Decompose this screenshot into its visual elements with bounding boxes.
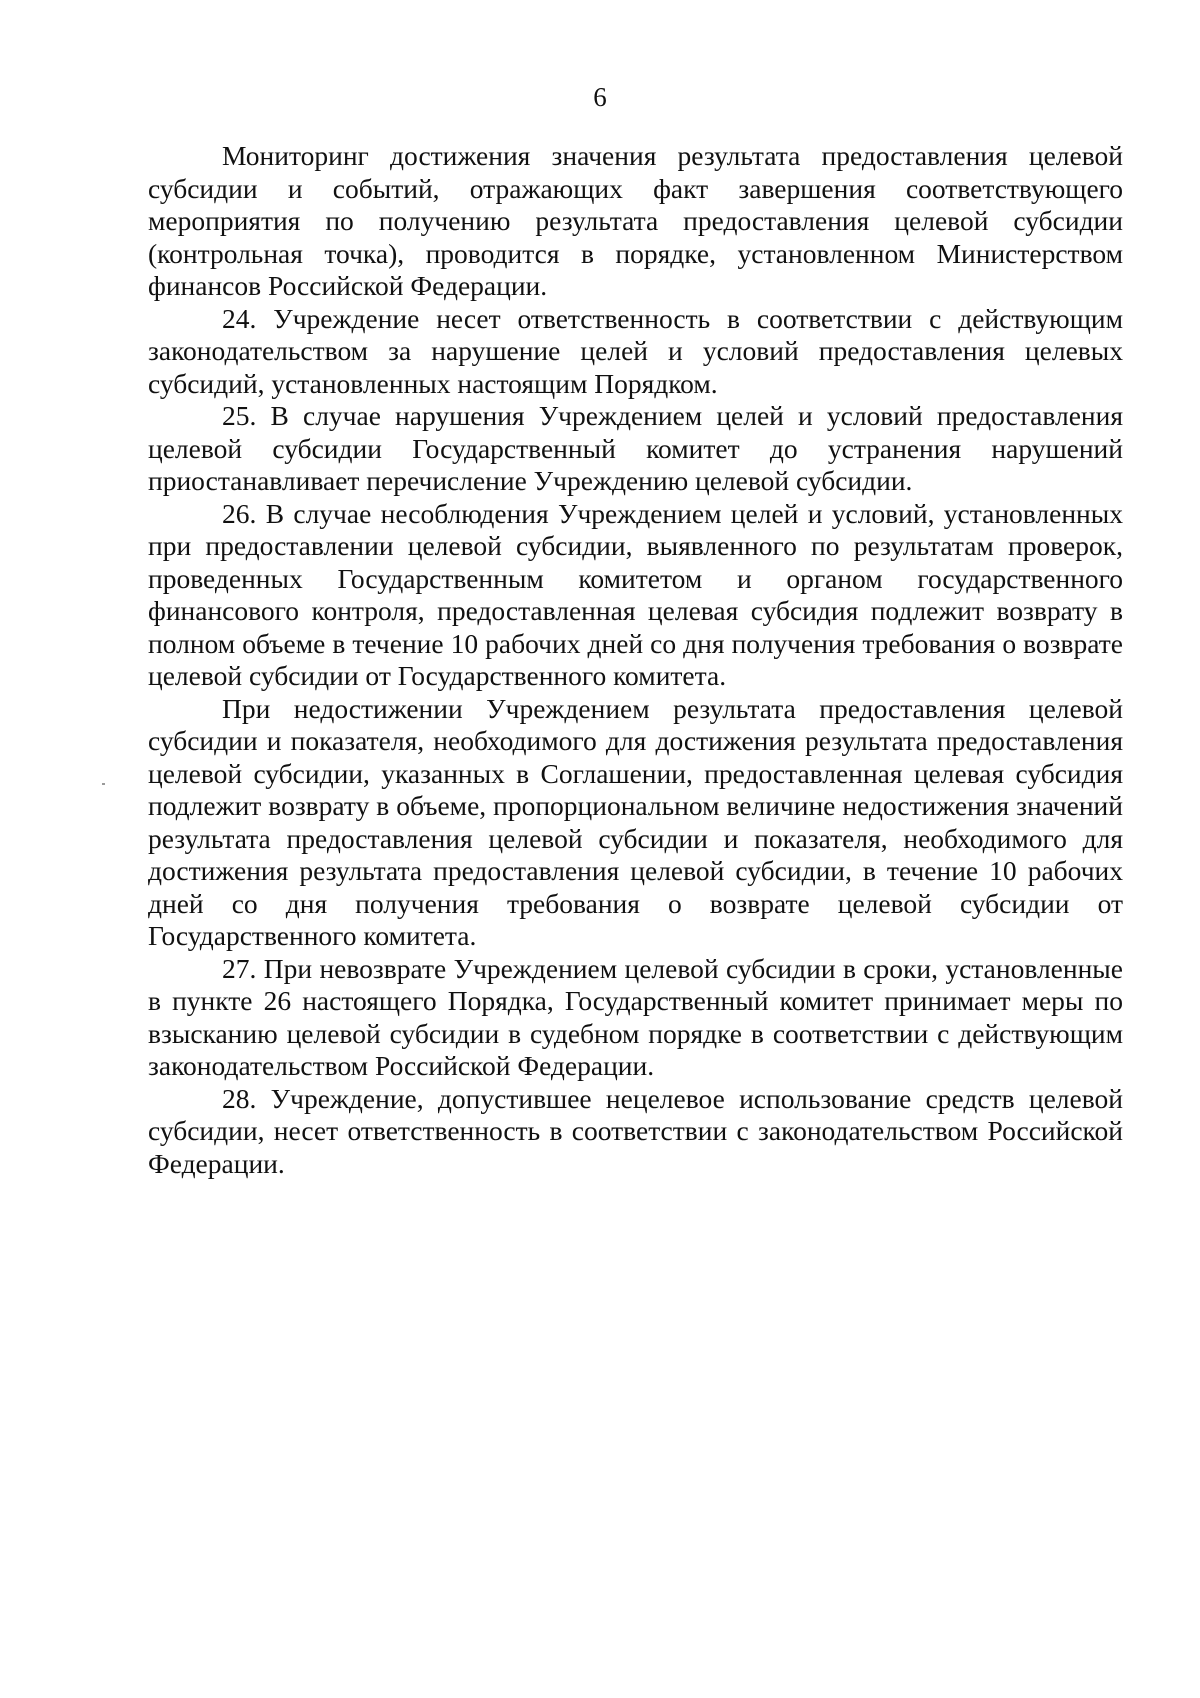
paragraph-27: 27. При невозврате Учреждением целевой субсидии в сроки, установленные в пункте 26 настоящего Порядка, Государственный комитет принимает меры по взысканию целевой субсидии в судебном порядке в соответствии с действующим законодательством Российской Федерации. xyxy=(148,952,1123,1081)
paragraph-non-achievement: При недостижении Учреждением результата предоставления целевой субсидии и показателя, необходимого для достижения результата предоставления целевой субсидии, указанных в Соглашении, предоставленная целевая субсидия подлежит возврату в объеме, пропорциональном величине недостижения значений результата предоставления целевой субсидии и показателя, необходимого для достижения результата предоставления целевой субсидии, в течение 10 рабочих дней со дня получения требования о возврате целевой субсидии от Государственного комитета. xyxy=(148,692,1123,951)
paragraph-monitoring: Мониторинг достижения значения результата предоставления целевой субсидии и событий, отражающих факт завершения соответствующего мероприятия по получению результата предоставления целевой субсидии (контрольная точка), проводится в порядке, установленном Министерством финансов Российской Федерации. xyxy=(148,140,1123,301)
paragraph-24: 24. Учреждение несет ответственность в соответствии с действующим законодательством за нарушение целей и условий предоставления целевых субсидий, установленных настоящим Порядком. xyxy=(148,302,1123,399)
page-number: 6 xyxy=(593,82,607,112)
paragraph-25: 25. В случае нарушения Учреждением целей и условий предоставления целевой субсидии Государственный комитет до устранения нарушений приостанавливает перечисление Учреждению целевой субсидии. xyxy=(148,400,1123,496)
paragraph-26: 26. В случае несоблюдения Учреждением целей и условий, установленных при предоставлении целевой субсидии, выявленного по результатам проверок, проведенных Государственным комитетом и органом государственного финансового контроля, предоставленная целевая субсидия подлежит возврату в полном объеме в течение 10 рабочих дней со дня получения требования о возврате целевой субсидии от Государственного комитета. xyxy=(148,497,1123,691)
paragraph-28: 28. Учреждение, допустившее нецелевое использование средств целевой субсидии, несет ответственность в соответствии с законодательством Российской Федерации. xyxy=(148,1082,1123,1179)
scan-speck xyxy=(102,783,105,785)
document-body xyxy=(148,140,1123,1180)
